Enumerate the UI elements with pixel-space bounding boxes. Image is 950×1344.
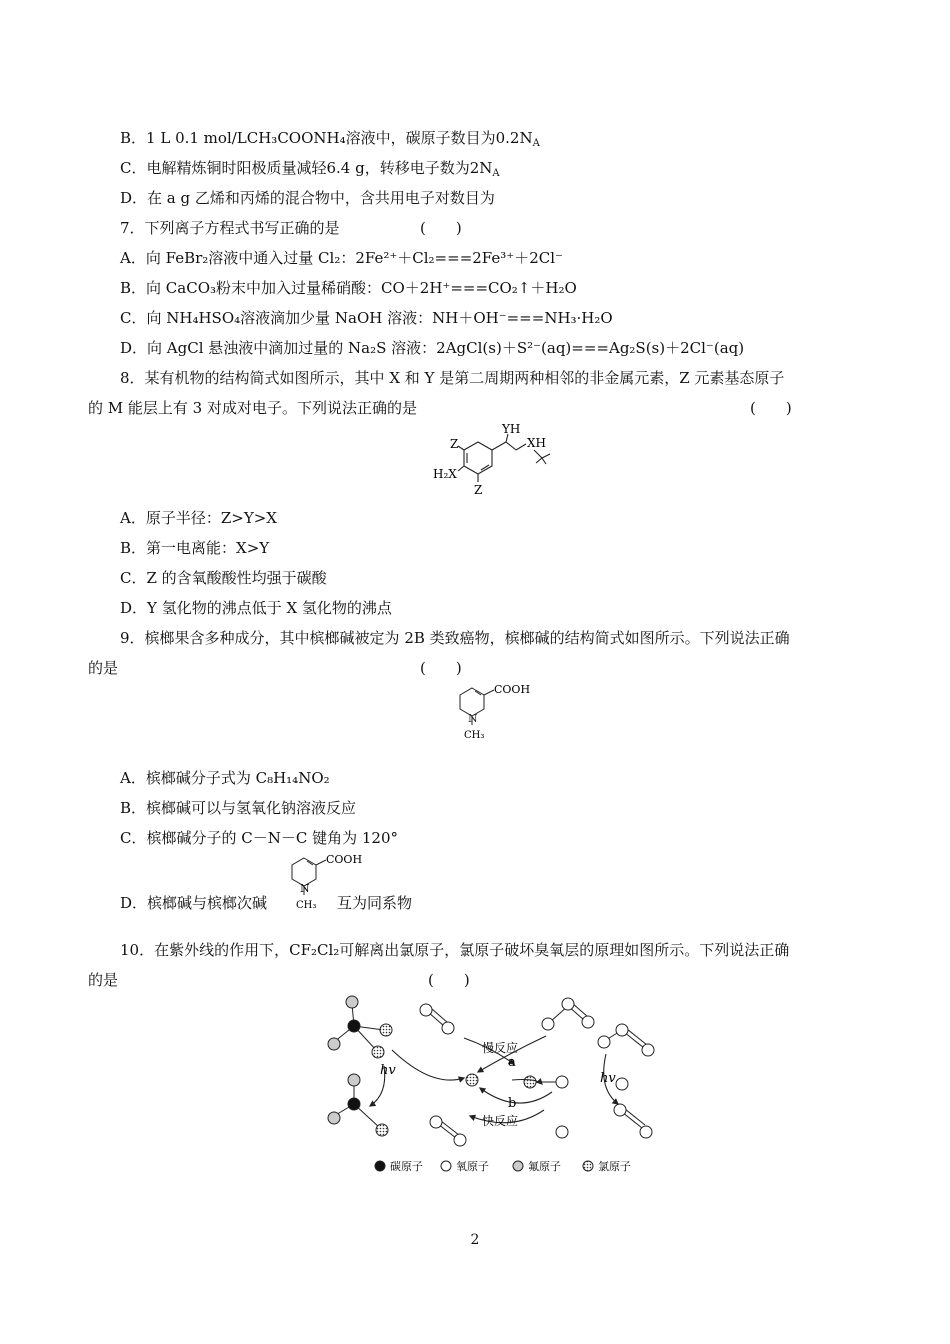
fig8-label-yh: YH <box>502 422 521 436</box>
q8-stem-line2: 的 M 能层上有 3 对成对电子。下列说法正确的是 <box>88 399 417 417</box>
q8-answer-paren: ( ) <box>750 399 792 417</box>
fig10-hv-left: hv <box>380 1063 396 1078</box>
fig10-slow-label: 慢反应 <box>482 1041 519 1055</box>
q7-stem: 7．下列离子方程式书写正确的是 <box>120 219 340 237</box>
q9-option-d: D．槟榔碱与槟榔次碱 互为同系物 <box>120 894 413 912</box>
q9-structure-figure <box>448 678 538 744</box>
q9-stem-line1: 9．槟榔果含多种成分，其中槟榔碱被定为 2B 类致癌物，槟榔碱的结构简式如图所示。下列说法正确 <box>120 629 790 647</box>
fig10-label-a: a <box>508 1055 516 1070</box>
q9-option-b: B．槟榔碱可以与氢氧化钠溶液反应 <box>120 799 357 817</box>
fig9b-label-cooh: COOH <box>326 853 363 866</box>
fig8-label-h2x: H₂X <box>433 467 457 481</box>
fig10-label-b: b <box>508 1096 517 1111</box>
q6-option-b: B．1 L 0.1 mol/LCH₃COONH₄溶液中，碳原子数目为$0.2N_A$ <box>120 129 540 149</box>
q8-structure-figure <box>430 420 560 502</box>
page-number: 2 <box>470 1232 480 1248</box>
q10-answer-paren: ( ) <box>428 971 470 989</box>
q6-option-c: C．电解精炼铜时阳极质量减轻6.4 g，转移电子数为$2N_A$ <box>120 159 500 179</box>
q6-option-d: D．在 a g 乙烯和丙烯的混合物中，含共用电子对数目为 <box>120 189 495 207</box>
fig9b-label-n: N <box>300 882 310 895</box>
fig9-label-ch3: CH₃ <box>464 730 485 741</box>
q10-ozone-mechanism-figure <box>322 992 664 1178</box>
q8-option-a: A．原子半径：Z>Y>X <box>120 509 277 527</box>
q8-option-d: D．Y 氢化物的沸点低于 X 氢化物的沸点 <box>120 599 392 617</box>
q7-option-c: C．向 NH₄HSO₄溶液滴加少量 NaOH 溶液：NH＋OH⁻===NH₃·H₂O <box>120 309 613 327</box>
legend-oxygen: 氧原子 <box>456 1160 489 1173</box>
legend-chlorine: 氯原子 <box>598 1160 631 1173</box>
q9-option-c: C．槟榔碱分子的 C－N－C 键角为 120° <box>120 829 398 847</box>
q10-stem-line1: 10．在紫外线的作用下，CF₂Cl₂可解离出氯原子，氯原子破坏臭氧层的原理如图所示。下列说法正确 <box>120 941 790 959</box>
fig9-label-n: N <box>468 712 478 725</box>
fig10-hv-right: hv <box>600 1071 616 1086</box>
q9-option-a: A．槟榔碱分子式为 C₈H₁₄NO₂ <box>120 769 330 787</box>
q7-option-b: B．向 CaCO₃粉末中加入过量稀硝酸：CO＋2H⁺===CO₂↑＋H₂O <box>120 279 577 297</box>
fig8-label-xh: XH <box>527 436 547 450</box>
fig8-label-z-bottom: Z <box>474 483 483 497</box>
q7-option-a: A．向 FeBr₂溶液中通入过量 Cl₂：2Fe²⁺＋Cl₂===2Fe³⁺＋2Cl⁻ <box>120 249 563 267</box>
fig9-label-cooh: COOH <box>494 683 531 696</box>
q9-stem-line2: 的是 <box>88 659 119 677</box>
legend-fluorine: 氟原子 <box>528 1160 561 1173</box>
q9-answer-paren: ( ) <box>420 659 462 677</box>
q7-answer-paren: ( ) <box>420 219 462 237</box>
fig10-fast-label: 快反应 <box>482 1114 519 1128</box>
fig9b-label-ch3: CH₃ <box>296 900 317 911</box>
q8-stem-line1: 8．某有机物的结构简式如图所示，其中 X 和 Y 是第二周期两种相邻的非金属元素，Z 元素基态原子 <box>120 369 785 387</box>
q8-option-c: C．Z 的含氧酸酸性均强于碳酸 <box>120 569 327 587</box>
fig8-label-z-top: Z <box>450 437 459 451</box>
q10-stem-line2: 的是 <box>88 971 119 989</box>
q7-option-d: D．向 AgCl 悬浊液中滴加过量的 Na₂S 溶液：2AgCl(s)＋S²⁻(aq)===Ag₂S(s)＋2Cl⁻(aq) <box>120 339 745 357</box>
q8-option-b: B．第一电离能：X>Y <box>120 539 270 557</box>
legend-carbon: 碳原子 <box>390 1160 423 1173</box>
